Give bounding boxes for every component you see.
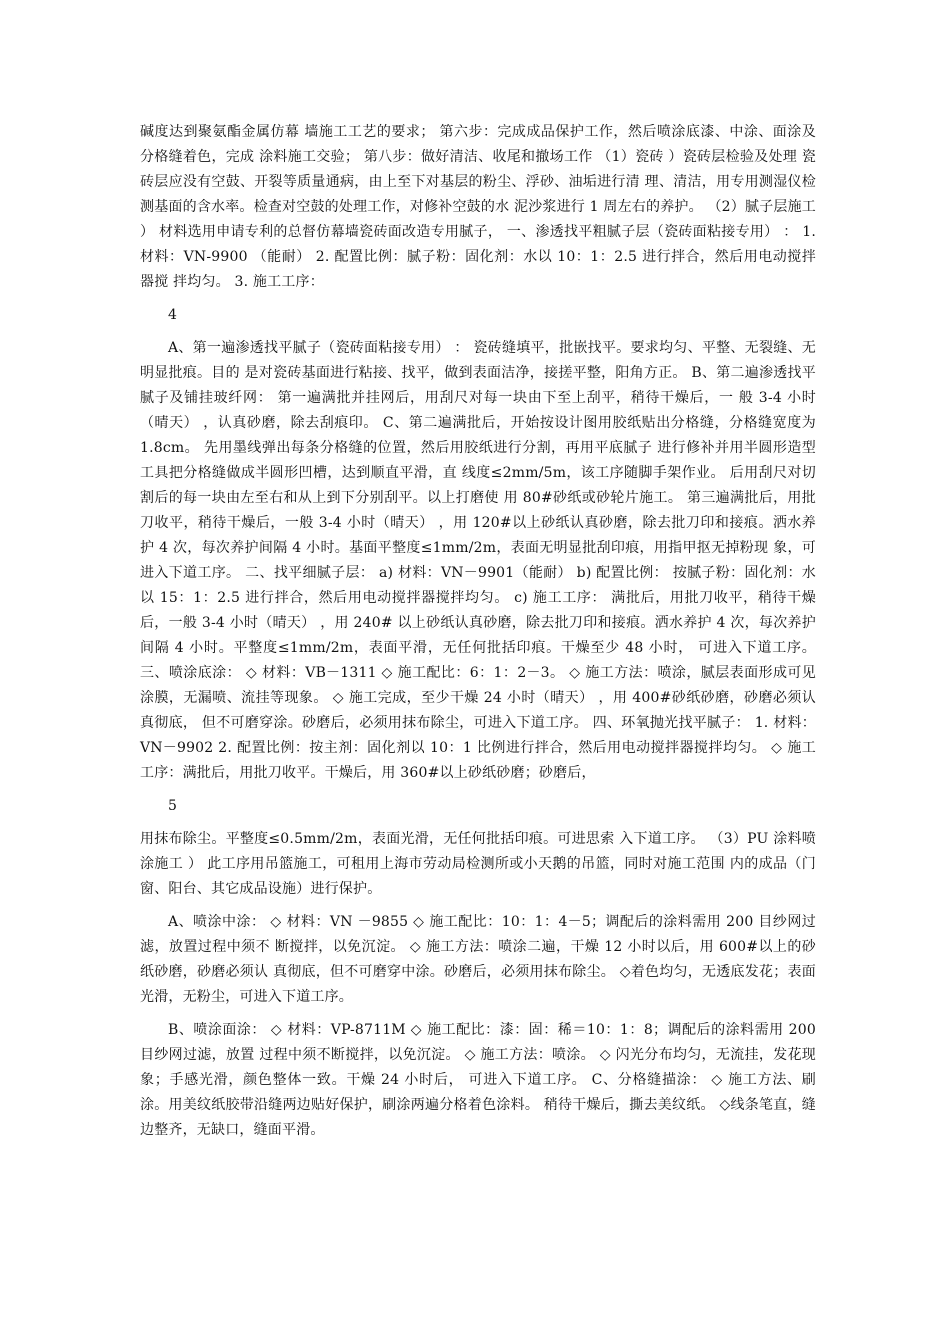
document-body	[140, 120, 816, 1151]
page-number: 5	[168, 798, 178, 814]
paragraph: 用抹布除尘。平整度≤0.5mm/2m，表面光滑，无任何批括印痕。可进思索 入下道工序。 （3）PU 涂料喷涂施工 ） 此工序用吊篮施工，可租用上海市劳动局检测所或小天鹅的吊篮，同时对施工范围 内的成品（门窗、阳台、其它成品设施）进行保护。	[140, 831, 816, 897]
page-number: 4	[168, 307, 178, 323]
paragraph: B、喷涂面涂： ◇ 材料：VP-8711M ◇ 施工配比：漆：固：稀＝10：1：8；调配后的涂料需用 200 目纱网过滤，放置 过程中须不断搅拌，以免沉淀。 ◇ 施工方法：喷涂。 ◇ 闪光分布均匀，无流挂，发花现象；手感光滑，颜色整体一致。干燥 24 小时后， 可进入下道工序。 C、分格缝描涂： ◇ 施工方法、刷涂。用美纹纸胶带沿缝两边贴好保护，刷涂两遍分格着色涂料。 稍待干燥后，撕去美纹纸。 ◇线条笔直，缝边整齐，无缺口，缝面平滑。	[140, 1022, 816, 1138]
paragraph: 碱度达到聚氨酯金属仿幕 墙施工工艺的要求； 第六步：完成成品保护工作，然后喷涂底漆、中涂、面涂及分格缝着色，完成 涂料施工交验； 第八步：做好清洁、收尾和撤场工作 （1）瓷砖 ）瓷砖层检验及处理 瓷砖层应没有空鼓、开裂等质量通病，由上至下对基层的粉尘、浮砂、油垢进行清 理、清洁，用专用测湿仪检测基面的含水率。检查对空鼓的处理工作，对修补空鼓的水 泥沙浆进行 1 周左右的养护。 （2）腻子层施工 ） 材料选用申请专利的总督仿幕墙瓷砖面改造专用腻子， 一、渗透找平粗腻子层（瓷砖面粘接专用） ： 1. 材料：VN-9900 （能耐） 2. 配置比例：腻子粉：固化剂：水以 10：1：2.5 进行拌合，然后用电动搅拌器搅 拌均匀。 3. 施工工序：	[140, 124, 816, 290]
paragraph: A、第一遍渗透找平腻子（瓷砖面粘接专用） ： 瓷砖缝填平，批嵌找平。要求均匀、平整、无裂缝、无明显批痕。目的 是对瓷砖基面进行粘接、找平，做到表面洁净，接搓平整，阳角方正。 B、第二遍渗透找平腻子及铺挂玻纤网： 第一遍满批并挂网后，用刮尺对每一块由下至上刮平，稍待干燥后，一 般 3-4 小时（晴天） ，认真砂磨，除去刮痕印。 C、第二遍满批后，开始按设计图用胶纸贴出分格缝，分格缝宽度为 1.8cm。 先用墨线弹出每条分格缝的位置，然后用胶纸进行分割，再用平底腻子 进行修补并用半圆形造型工具把分格缝做成半圆形凹槽，达到顺直平滑，直 线度≤2mm/5m，该工序随脚手架作业。 后用刮尺对切割后的每一块由左至右和从上到下分别刮平。以上打磨使 用 80#砂纸或砂轮片施工。 第三遍满批后，用批刀收平，稍待干燥后，一般 3-4 小时（晴天） ，用 120#以上砂纸认真砂磨，除去批刀印和接痕。洒水养护 4 次，每次养护间隔 4 小时。基面平整度≤1mm/2m，表面无明显批刮印痕，用指甲抠无掉粉现 象，可进入下道工序。 二、找平细腻子层： a) 材料：VN－9901（能耐） b) 配置比例： 按腻子粉：固化剂：水以 15：1：2.5 进行拌合，然后用电动搅拌器搅拌均匀。 c) 施工工序： 满批后，用批刀收平，稍待干燥后，一般 3-4 小时（晴天） ，用 240# 以上砂纸认真砂磨，除去批刀印和接痕。洒水养护 4 次，每次养护间隔 4 小时。平整度≤1mm/2m，表面平滑，无任何批括印痕。干燥至少 48 小时， 可进入下道工序。 三、喷涂底涂： ◇ 材料：VB－1311 ◇ 施工配比：6：1：2－3。 ◇ 施工方法：喷涂，腻层表面形成可见涂膜，无漏喷、流挂等现象。 ◇ 施工完成，至少干燥 24 小时（晴天） ，用 400#砂纸砂磨，砂磨必须认真彻底， 但不可磨穿涂。砂磨后，必须用抹布除尘，可进入下道工序。 四、环氧抛光找平腻子： 1. 材料：VN－9902 2. 配置比例：按主剂：固化剂以 10：1 比例进行拌合，然后用电动搅拌器搅拌均匀。 ◇ 施工工序：满批后，用批刀收平。干燥后，用 360#以上砂纸砂磨；砂磨后，	[140, 340, 816, 781]
paragraph: A、喷涂中涂： ◇ 材料：VN －9855 ◇ 施工配比：10：1：4－5；调配后的涂料需用 200 目纱网过滤，放置过程中须不 断搅拌，以免沉淀。 ◇ 施工方法：喷涂二遍，干燥 12 小时以后，用 600#以上的砂纸砂磨，砂磨必须认 真彻底，但不可磨穿中涂。砂磨后，必须用抹布除尘。 ◇着色均匀，无透底发花；表面光滑，无粉尘，可进入下道工序。	[140, 914, 816, 1005]
